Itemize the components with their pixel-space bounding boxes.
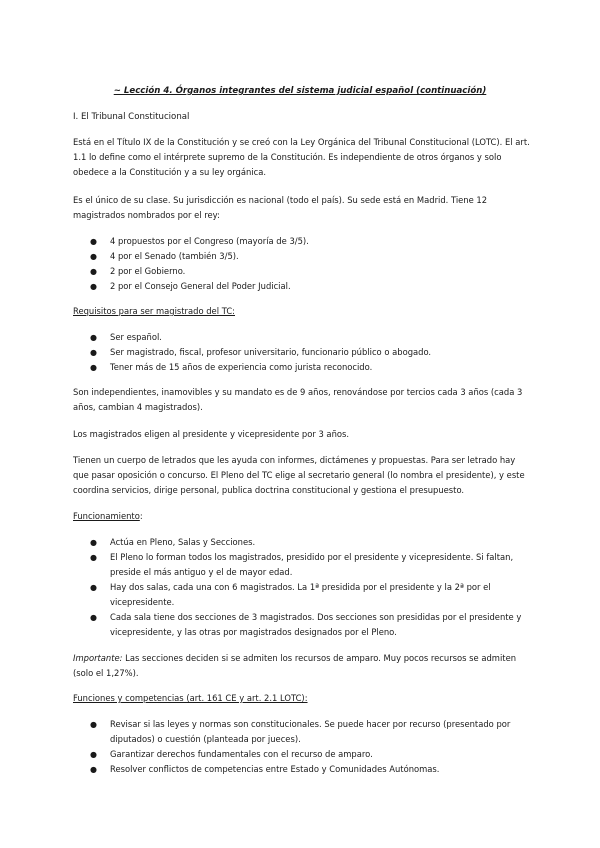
- bullet-icon: ●: [90, 282, 97, 291]
- bullet-icon: ●: [90, 237, 97, 246]
- list-item: ● Ser magistrado, fiscal, profesor universitario, funcionario público o abogado.: [73, 345, 533, 360]
- list-item: ● El Pleno lo forman todos los magistrados, presidido por el presidente y vicepresidente. Si faltan, preside el más antiguo y el de mayor edad.: [90, 552, 514, 577]
- list-item: ● Tener más de 15 años de experiencia como jurista reconocido.: [73, 360, 533, 375]
- funcionamiento-heading: Funcionamiento: [73, 511, 140, 521]
- bullet-icon: ●: [90, 553, 97, 562]
- bullet-icon: ●: [90, 750, 97, 759]
- requisitos-heading: Requisitos para ser magistrado del TC:: [73, 306, 235, 316]
- list-item: ● Actúa en Pleno, Salas y Secciones.: [73, 535, 533, 550]
- page-title: ~ Lección 4. Órganos integrantes del sistema judicial español (continuación): [113, 86, 487, 96]
- list-item: ● Garantizar derechos fundamentales con el recurso de amparo.: [73, 747, 533, 762]
- paragraph-jurisdiction: Es el único de su clase. Su jurisdicción es nacional (todo el país). Su sede está en Madrid. Tiene 12 magistrados nombrados por el rey:: [73, 195, 488, 220]
- bullet-icon: ●: [90, 252, 97, 261]
- list-item: ● Cada sala tiene dos secciones de 3 magistrados. Dos secciones son presididas por el presidente y vicepresidente, y las otras por magistrados designados por el Pleno.: [90, 612, 522, 637]
- bullet-icon: ●: [90, 267, 97, 276]
- bullet-icon: ●: [90, 765, 97, 774]
- list-nombramientos: [73, 234, 533, 294]
- bullet-icon: ●: [90, 720, 97, 729]
- bullet-icon: ●: [90, 583, 97, 592]
- list-item: ● 2 por el Consejo General del Poder Judicial.: [73, 279, 533, 294]
- section-heading: I. El Tribunal Constitucional: [73, 112, 190, 122]
- list-item: ● 4 por el Senado (también 3/5).: [73, 249, 533, 264]
- bullet-icon: ●: [90, 348, 97, 357]
- paragraph-letrados: Tienen un cuerpo de letrados que les ayuda con informes, dictámenes y propuestas. Para ser letrado hay que pasar oposición o concurso. El Pleno del TC elige al secretario general (lo nombra el presidente), y este coordina servicios, dirige personal, publica doctrina constitucional y gestiona el presupuesto.: [73, 455, 525, 495]
- list-funcionamiento: [73, 535, 533, 640]
- paragraph-intro: Está en el Título IX de la Constitución y se creó con la Ley Orgánica del Tribunal Constitucional (LOTC). El art. 1.1 lo define como el intérprete supremo de la Constitución. Es independiente de otros órganos y solo obedece a la Constitución y a su ley orgánica.: [73, 137, 530, 177]
- bullet-icon: ●: [90, 333, 97, 342]
- list-item: ● Ser español.: [73, 330, 533, 345]
- paragraph-importante: Importante: Las secciones deciden si se admiten los recursos de amparo. Muy pocos recursos se admiten (solo el 1,27%).: [73, 653, 517, 678]
- list-item: ● 2 por el Gobierno.: [73, 264, 533, 279]
- list-item: ● 4 propuestos por el Congreso (mayoría de 3/5).: [73, 234, 533, 249]
- funcionamiento-heading-row: Funcionamiento:: [73, 511, 143, 521]
- paragraph-mandato: Son independientes, inamovibles y su mandato es de 9 años, renovándose por tercios cada 3 años (cada 3 años, cambian 4 magistrados).: [73, 387, 523, 412]
- bullet-icon: ●: [90, 538, 97, 547]
- list-item: ● Resolver conflictos de competencias entre Estado y Comunidades Autónomas.: [73, 762, 533, 777]
- bullet-icon: ●: [90, 363, 97, 372]
- list-requisitos: [73, 330, 533, 375]
- list-funciones: [73, 717, 533, 777]
- funciones-heading: Funciones y competencias (art. 161 CE y art. 2.1 LOTC):: [73, 693, 308, 703]
- list-item: ● Hay dos salas, cada una con 6 magistrados. La 1ª presidida por el presidente y la 2ª por el vicepresidente.: [90, 582, 491, 607]
- list-item: ● Revisar si las leyes y normas son constitucionales. Se puede hacer por recurso (presentado por diputados) o cuestión (planteada por jueces).: [90, 719, 511, 744]
- importante-label: Importante:: [73, 653, 123, 663]
- paragraph-presidente: Los magistrados eligen al presidente y vicepresidente por 3 años.: [73, 429, 350, 439]
- bullet-icon: ●: [90, 613, 97, 622]
